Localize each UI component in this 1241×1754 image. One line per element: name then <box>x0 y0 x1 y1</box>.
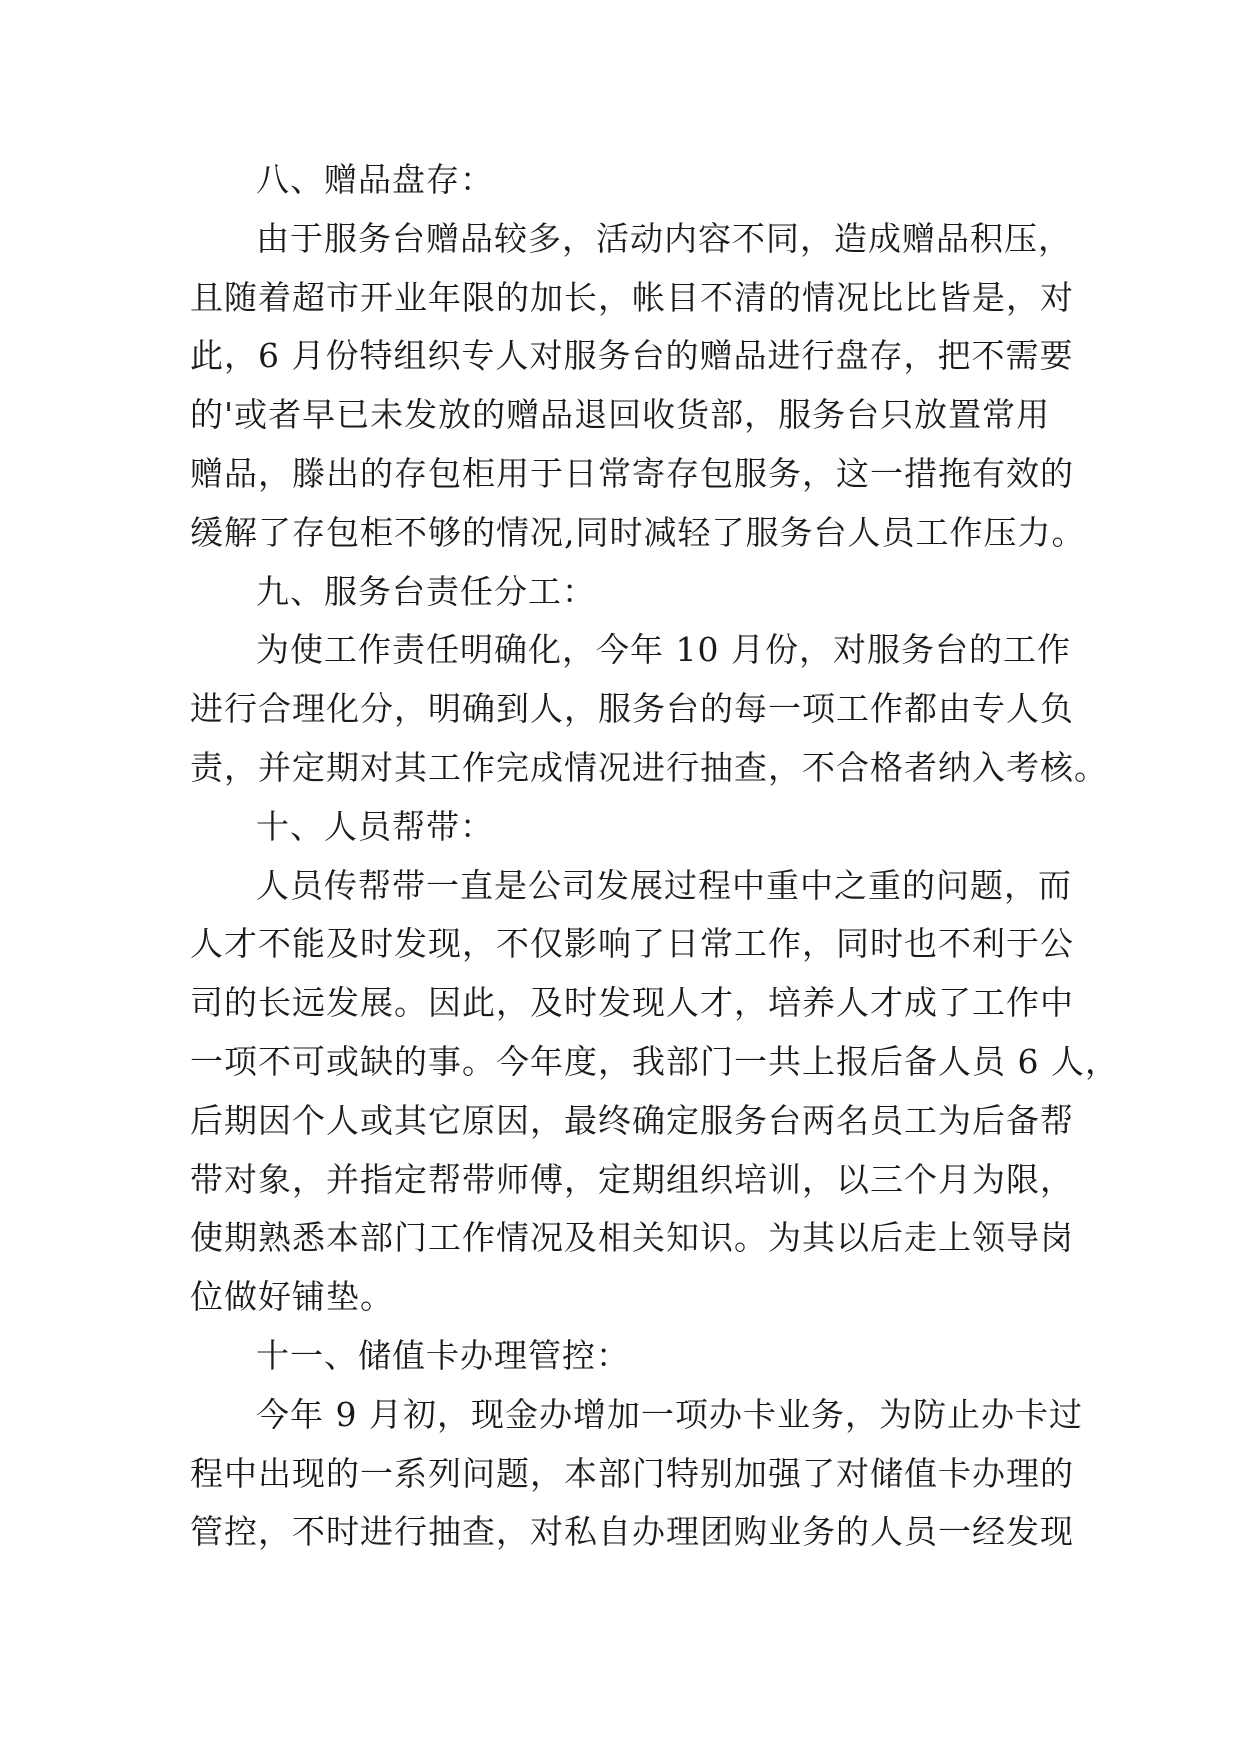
text-line: 后期因个人或其它原因，最终确定服务台两名员工为后备帮 <box>190 1100 1074 1140</box>
text-line: 今年 9 月初，现金办增加一项办卡业务，为防止办卡过 <box>256 1394 1083 1434</box>
text-line: 十一、储值卡办理管控： <box>256 1335 630 1375</box>
text-line: 程中出现的一系列问题，本部门特别加强了对储值卡办理的 <box>190 1453 1074 1493</box>
text-line: 人才不能及时发现，不仅影响了日常工作，同时也不利于公 <box>190 924 1074 964</box>
document-page <box>190 151 1119 1562</box>
text-line: 的'或者早已未发放的赠品退回收货部，服务台只放置常用 <box>190 395 1051 435</box>
text-line: 九、服务台责任分工： <box>256 571 596 611</box>
text-line: 缓解了存包柜不够的情况,同时减轻了服务台人员工作压力。 <box>190 512 1086 552</box>
text-line: 八、赠品盘存： <box>256 160 494 199</box>
text-line: 带对象，并指定帮带师傅，定期组织培训，以三个月为限， <box>190 1159 1074 1199</box>
text-line: 位做好铺垫。 <box>190 1277 394 1317</box>
text-line: 一项不可或缺的事。今年度，我部门一共上报后备人员 6 人， <box>190 1041 1119 1081</box>
text-line: 赠品，滕出的存包柜用于日常寄存包服务，这一措拖有效的 <box>190 453 1074 493</box>
text-line: 由于服务台赠品较多，活动内容不同，造成赠品积压， <box>256 218 1072 258</box>
text-line: 十、人员帮带： <box>256 806 494 846</box>
text-line: 人员传帮带一直是公司发展过程中重中之重的问题，而 <box>256 865 1072 905</box>
text-line: 司的长远发展。因此，及时发现人才，培养人才成了工作中 <box>190 983 1074 1023</box>
text-line: 进行合理化分，明确到人，服务台的每一项工作都由专人负 <box>190 689 1074 729</box>
text-line: 管控，不时进行抽查，对私自办理团购业务的人员一经发现 <box>190 1512 1074 1552</box>
text-line: 为使工作责任明确化，今年 10 月份，对服务台的工作 <box>256 630 1071 670</box>
text-line: 责，并定期对其工作完成情况进行抽查，不合格者纳入考核。 <box>190 747 1108 787</box>
text-line: 使期熟悉本部门工作情况及相关知识。为其以后走上领导岗 <box>190 1218 1074 1258</box>
text-line: 且随着超市开业年限的加长，帐目不清的情况比比皆是，对 <box>190 277 1074 317</box>
text-line: 此，6 月份特组织专人对服务台的赠品进行盘存，把不需要 <box>190 336 1074 376</box>
